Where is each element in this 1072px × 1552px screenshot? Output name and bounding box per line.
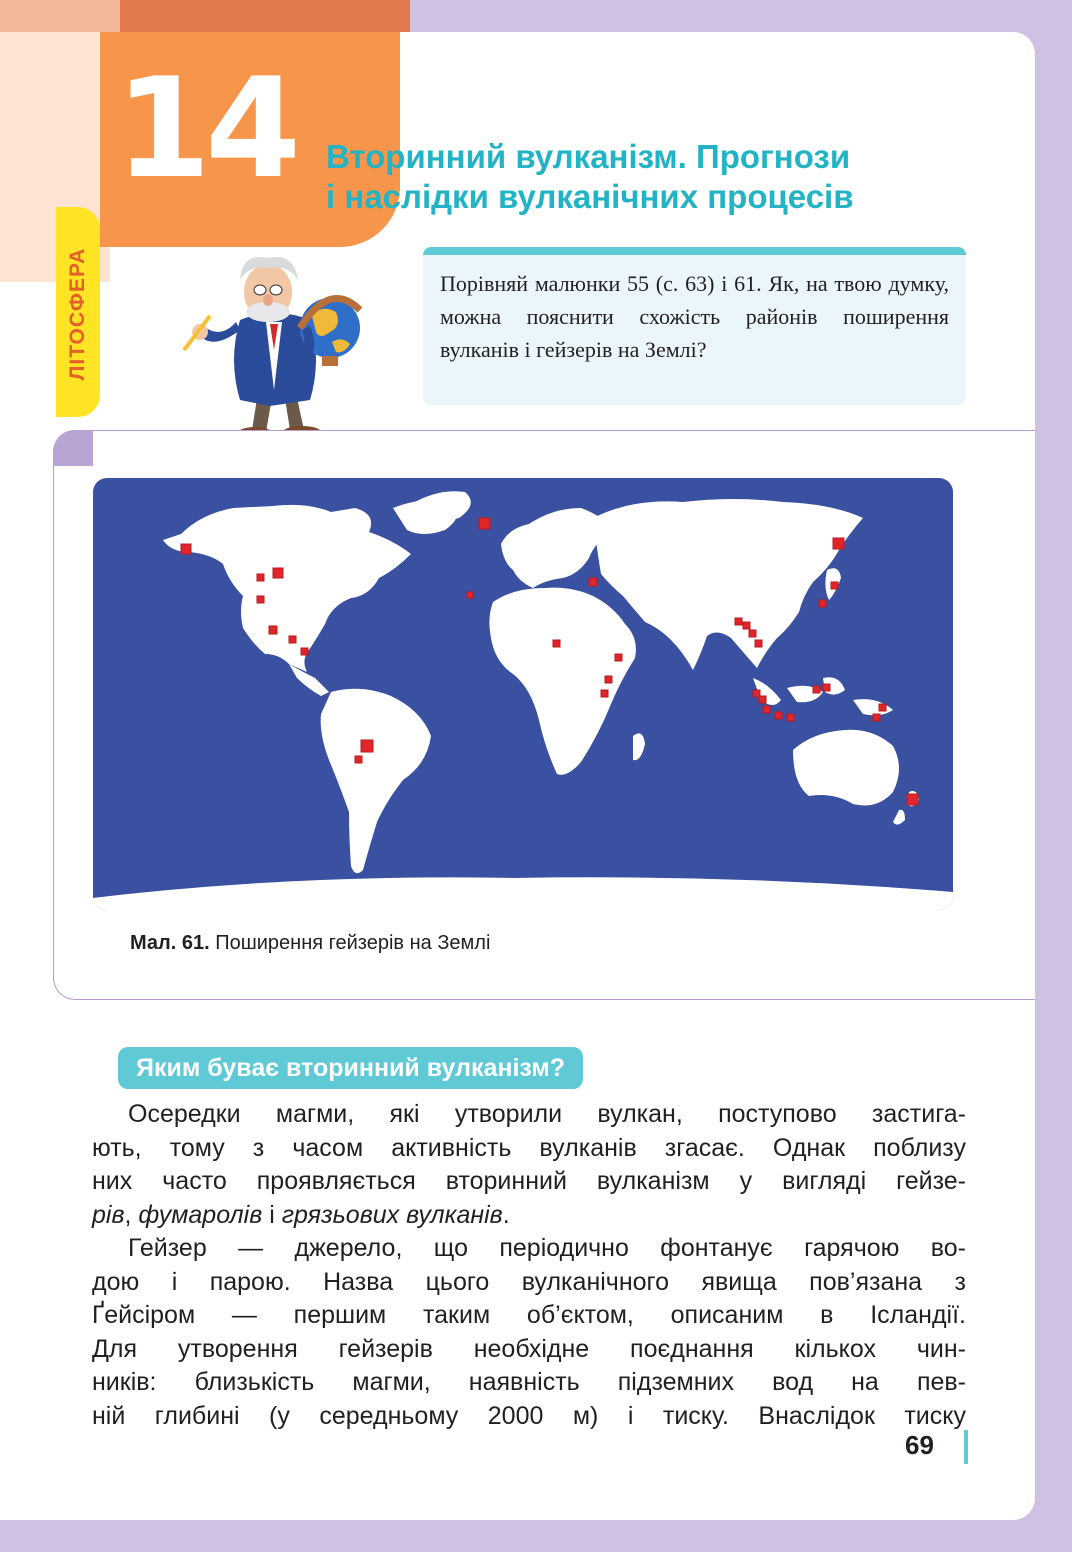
figure-caption-label: Мал. 61. <box>130 932 210 954</box>
section-heading: Яким буває вторинний вулканізм? <box>118 1047 583 1089</box>
period: . <box>502 1200 510 1229</box>
figure-tab-decor <box>53 430 93 466</box>
paragraph-1 <box>92 1098 966 1232</box>
paragraph-2-line-1: Гейзер — джерело, що періодично фонтанує гарячою во- <box>128 1234 966 1262</box>
paragraph-1-line-3 <box>92 1165 966 1199</box>
chapter-number: 14 <box>115 48 296 209</box>
term-mud-volcanoes: грязьових вулканів <box>281 1200 503 1229</box>
professor-with-globe-illustration <box>170 240 400 452</box>
page-number: 69 <box>905 1430 934 1460</box>
paragraph-1-line-4 <box>92 1199 966 1233</box>
paragraph-1-line-1: Осередки магми, які утворили вулкан, поступово застига- <box>128 1100 966 1128</box>
world-geyser-map <box>93 478 953 910</box>
lesson-title <box>326 137 966 217</box>
section-side-tab-label: ЛІТОСФЕРА <box>66 247 89 381</box>
figure-caption-text: Поширення гейзерів на Землі <box>209 932 491 954</box>
separator: , <box>124 1200 139 1229</box>
paragraph-2-line-3: Ґейсіром — першим таким об’єктом, описаним в Ісландії. <box>92 1301 966 1329</box>
lesson-title-line-1: Вторинний вулканізм. Прогнози <box>326 138 851 175</box>
lesson-title-line-2: і наслідки вулканічних процесів <box>326 178 854 215</box>
world-map-svg <box>93 478 953 910</box>
paragraph-2-line-2: дою і парою. Назва цього вулканічного явища пов’язана з <box>92 1267 966 1296</box>
paragraph-2-line-5: ників: близькість магми, наявність підземних вод на пев- <box>92 1368 966 1396</box>
separator: і <box>262 1200 282 1229</box>
continents <box>93 491 953 910</box>
page-sheet <box>0 32 1035 1520</box>
paragraph-2 <box>92 1232 966 1433</box>
paragraph-2-line-4: Для утворення гейзерів необхідне поєднання кількох чин- <box>92 1334 966 1363</box>
top-decor-band-light <box>0 0 120 32</box>
task-text: Порівняй малюнки 55 (с. 63) і 61. Як, на твою думку, можна пояснити схожість районів поширення вулканів і гейзерів на Землі? <box>440 271 949 362</box>
term-geysers: рів <box>92 1200 125 1229</box>
term-fumaroles: фумаролів <box>138 1200 263 1229</box>
paragraph-2-line-6: ній глибині (у середньому 2000 м) і тиску. Внаслідок тиску <box>92 1401 966 1430</box>
paragraph-1-line-3-text: них часто проявляється вторинний вулканізм у вигляді гейзе- <box>92 1167 966 1195</box>
figure-caption <box>130 932 490 955</box>
paragraph-1-line-2: ють, тому з часом активність вулканів згасає. Однак поблизу <box>92 1133 966 1162</box>
page-number-bar <box>964 1430 968 1464</box>
task-box <box>423 247 966 405</box>
